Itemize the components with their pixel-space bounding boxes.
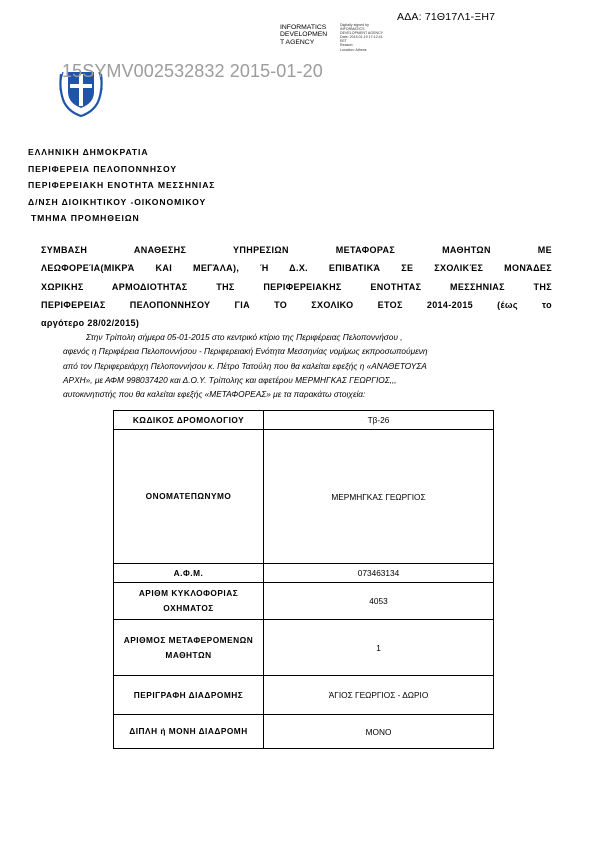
table-row: [114, 715, 494, 749]
route-type-value: ΜΟΝΟ: [264, 715, 494, 749]
subject-line: ΠΕΡΙΦΕΡΕΙΑΣ ΠΕΛΟΠΟΝΝΗΣΟΥ ΓΙΑ ΤΟ ΣΧΟΛΙΚΟ ΕΤΟΣ 2014-2015 (έως το: [41, 299, 552, 310]
table-row: [114, 430, 494, 564]
route-type-label: ΔΙΠΛΗ ή ΜΟΝΗ ΔΙΑΔΡΟΜΗ: [114, 715, 264, 749]
route-description-label: ΠΕΡΙΓΡΑΦΗ ΔΙΑΔΡΟΜΗΣ: [114, 676, 264, 715]
contract-body: [63, 330, 543, 401]
students-count-value: 1: [264, 620, 494, 676]
issuer-line: ΤΜΗΜΑ ΠΡΟΜΗΘΕΙΩΝ: [31, 213, 140, 223]
ada-number: ΑΔΑ: 71Θ17Λ1-ΞΗ7: [397, 11, 496, 23]
subject-line: ΛΕΩΦΟΡΕΊΑ(ΜΙΚΡΆ ΚΑΙ ΜΕΓΆΛΑ), Ή Δ.Χ. ΕΠΙΒΑΤΙΚΆ ΣΕ ΣΧΟΛΙΚΈΣ ΜΟΝΆΔΕΣ: [41, 263, 552, 274]
students-count-label: ΑΡΙΘΜΟΣ ΜΕΤΑΦΕΡΟΜΕΝΩΝ ΜΑΘΗΤΩΝ: [114, 620, 264, 676]
table-row: [114, 411, 494, 430]
document-watermark: 15SYMV002532832 2015-01-20: [62, 61, 323, 81]
issuer-line: ΠΕΡΙΦΕΡΕΙΑ ΠΕΛΟΠΟΝΝΗΣΟΥ: [28, 163, 177, 174]
table-row: [114, 564, 494, 583]
digital-signature-details: Digitally signed by INFORMATICS DEVELOPMENT AGENCY Date: 2015.01.19 17:12:41 EET Reason: Location: Athens: [340, 23, 384, 52]
issuer-line: Δ/ΝΣΗ ΔΙΟΙΚΗΤΙΚΟΥ -ΟΙΚΟΝΟΜΙΚΟΥ: [28, 196, 207, 207]
body-line: ΑΡΧΗ», με ΑΦΜ 998037420 και Δ.Ο.Υ. Τρίπολης και αφετέρου ΜΕΡΜΗΓΚΑΣ ΓΕΩΡΓΙΟΣ,,,: [63, 374, 397, 385]
tax-id-label: Α.Φ.Μ.: [114, 564, 264, 583]
table-row: [114, 620, 494, 676]
body-line: αυτοκινητιστής που θα καλείται εφεξής «ΜΕΤΑΦΟΡΕΑΣ» με τα παρακάτω στοιχεία:: [63, 389, 366, 400]
table-row: [114, 676, 494, 715]
table-row: [114, 583, 494, 620]
body-line: αφενός η Περιφέρεια Πελοποννήσου - Περιφερειακή Ενότητα Μεσσηνίας νομίμως εκπροσωπούμενη: [63, 346, 428, 357]
contract-subject: [41, 241, 552, 332]
subject-line: αργότερο 28/02/2015): [41, 318, 140, 329]
tax-id-value: 073463134: [264, 564, 494, 583]
full-name-label: ΟΝΟΜΑΤΕΠΩΝΥΜΟ: [114, 430, 264, 564]
route-code-value: Τβ-26: [264, 411, 494, 430]
body-line: Στην Τρίπολη σήμερα 05-01-2015 στο κεντρικό κτίριο της Περιφέρειας Πελοποννήσου ,: [86, 332, 403, 342]
route-code-label: ΚΩΔΙΚΟΣ ΔΡΟΜΟΛΟΓΙΟΥ: [114, 411, 264, 430]
carrier-details-table: [113, 410, 494, 749]
issuer-line: ΠΕΡΙΦΕΡΕΙΑΚΗ ΕΝΟΤΗΤΑ ΜΕΣΣΗΝΙΑΣ: [28, 180, 216, 190]
route-description-value: ΆΓΙΟΣ ΓΕΩΡΓΙΟΣ - ΔΩΡΙΟ: [264, 676, 494, 715]
digital-signature-organization: INFORMATICS DEVELOPMEN T AGENCY: [280, 24, 328, 46]
full-name-value: ΜΕΡΜΗΓΚΑΣ ΓΕΩΡΓΙΟΣ: [264, 430, 494, 564]
subject-line: ΣΥΜΒΑΣΗ ΑΝΑΘΕΣΗΣ ΥΠΗΡΕΣΙΩΝ ΜΕΤΑΦΟΡΑΣ ΜΑΘΗΤΩΝ ΜΕ: [41, 245, 552, 255]
issuer-line: ΕΛΛΗΝΙΚΗ ΔΗΜΟΚΡΑΤΙΑ: [28, 147, 149, 157]
issuer-block: [28, 144, 215, 227]
vehicle-plate-label: ΑΡΙΘΜ ΚΥΚΛΟΦΟΡΙΑΣ ΟΧΗΜΑΤΟΣ: [114, 583, 264, 620]
vehicle-plate-value: 4053: [264, 583, 494, 620]
body-line: από τον Περιφερειάρχη Πελοποννήσου κ. Πέτρο Τατούλη που θα καλείται εφεξής η «ΑΝΑΘΕΤΟΥΣΑ: [63, 360, 427, 371]
subject-line: ΧΩΡΙΚΗΣ ΑΡΜΟΔΙΟΤΗΤΑΣ ΤΗΣ ΠΕΡΙΦΕΡΕΙΑΚΗΣ ΕΝΟΤΗΤΑΣ ΜΕΣΣΗΝΙΑΣ ΤΗΣ: [41, 281, 552, 292]
